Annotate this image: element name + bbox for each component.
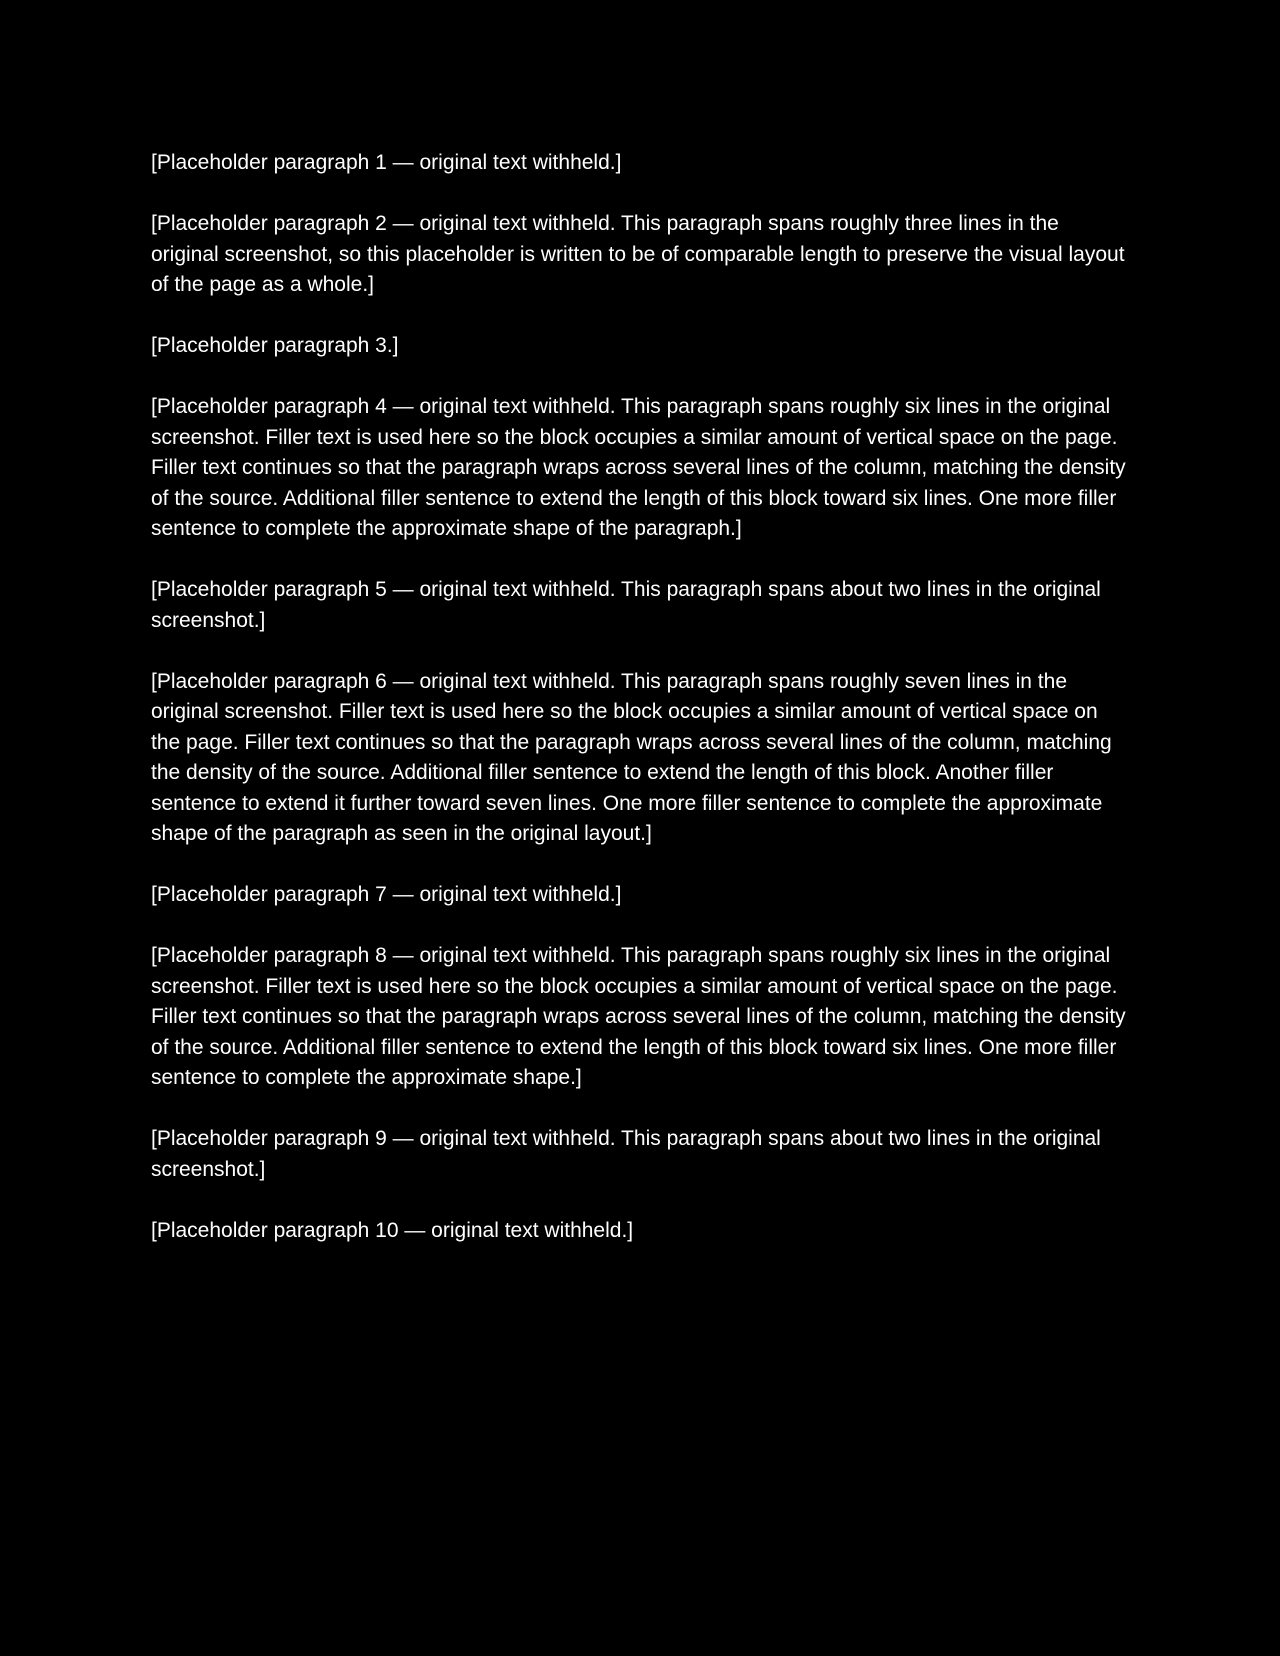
paragraph-4: [Placeholder paragraph 4 — original text withheld. This paragraph spans roughly six lines in the original screenshot. Filler text is used here so the block occupies a similar amount of vertical space on the page. Filler text continues so that the paragraph wraps across several lines of the column, matching the density of the source. Additional filler sentence to extend the length of this block toward six lines. One more filler sentence to complete the approximate shape of the paragraph.] <box>151 395 1126 540</box>
story-text <box>151 148 1131 1277</box>
paragraph-10: [Placeholder paragraph 10 — original text withheld.] <box>151 1218 634 1242</box>
paragraph-1: [Placeholder paragraph 1 — original text withheld.] <box>151 151 622 174</box>
paragraph-7: [Placeholder paragraph 7 — original text withheld.] <box>151 883 622 906</box>
paragraph-6: [Placeholder paragraph 6 — original text withheld. This paragraph spans roughly seven lines in the original screenshot. Filler text is used here so the block occupies a similar amount of vertical space on the page. Filler text continues so that the paragraph wraps across several lines of the column, matching the density of the source. Additional filler sentence to extend the length of this block. Another filler sentence to extend it further toward seven lines. One more filler sentence to complete the approximate shape of the paragraph as seen in the original layout.] <box>151 669 1112 845</box>
paragraph-9: [Placeholder paragraph 9 — original text withheld. This paragraph spans about two lines in the original screenshot.] <box>151 1127 1101 1181</box>
paragraph-3: [Placeholder paragraph 3.] <box>151 334 399 357</box>
paragraph-8: [Placeholder paragraph 8 — original text withheld. This paragraph spans roughly six lines in the original screenshot. Filler text is used here so the block occupies a similar amount of vertical space on the page. Filler text continues so that the paragraph wraps across several lines of the column, matching the density of the source. Additional filler sentence to extend the length of this block toward six lines. One more filler sentence to complete the approximate shape.] <box>151 944 1126 1089</box>
paragraph-2: [Placeholder paragraph 2 — original text withheld. This paragraph spans roughly three lines in the original screenshot, so this placeholder is written to be of comparable length to preserve the visual layout of the page as a whole.] <box>151 212 1125 296</box>
paragraph-5: [Placeholder paragraph 5 — original text withheld. This paragraph spans about two lines in the original screenshot.] <box>151 578 1101 632</box>
